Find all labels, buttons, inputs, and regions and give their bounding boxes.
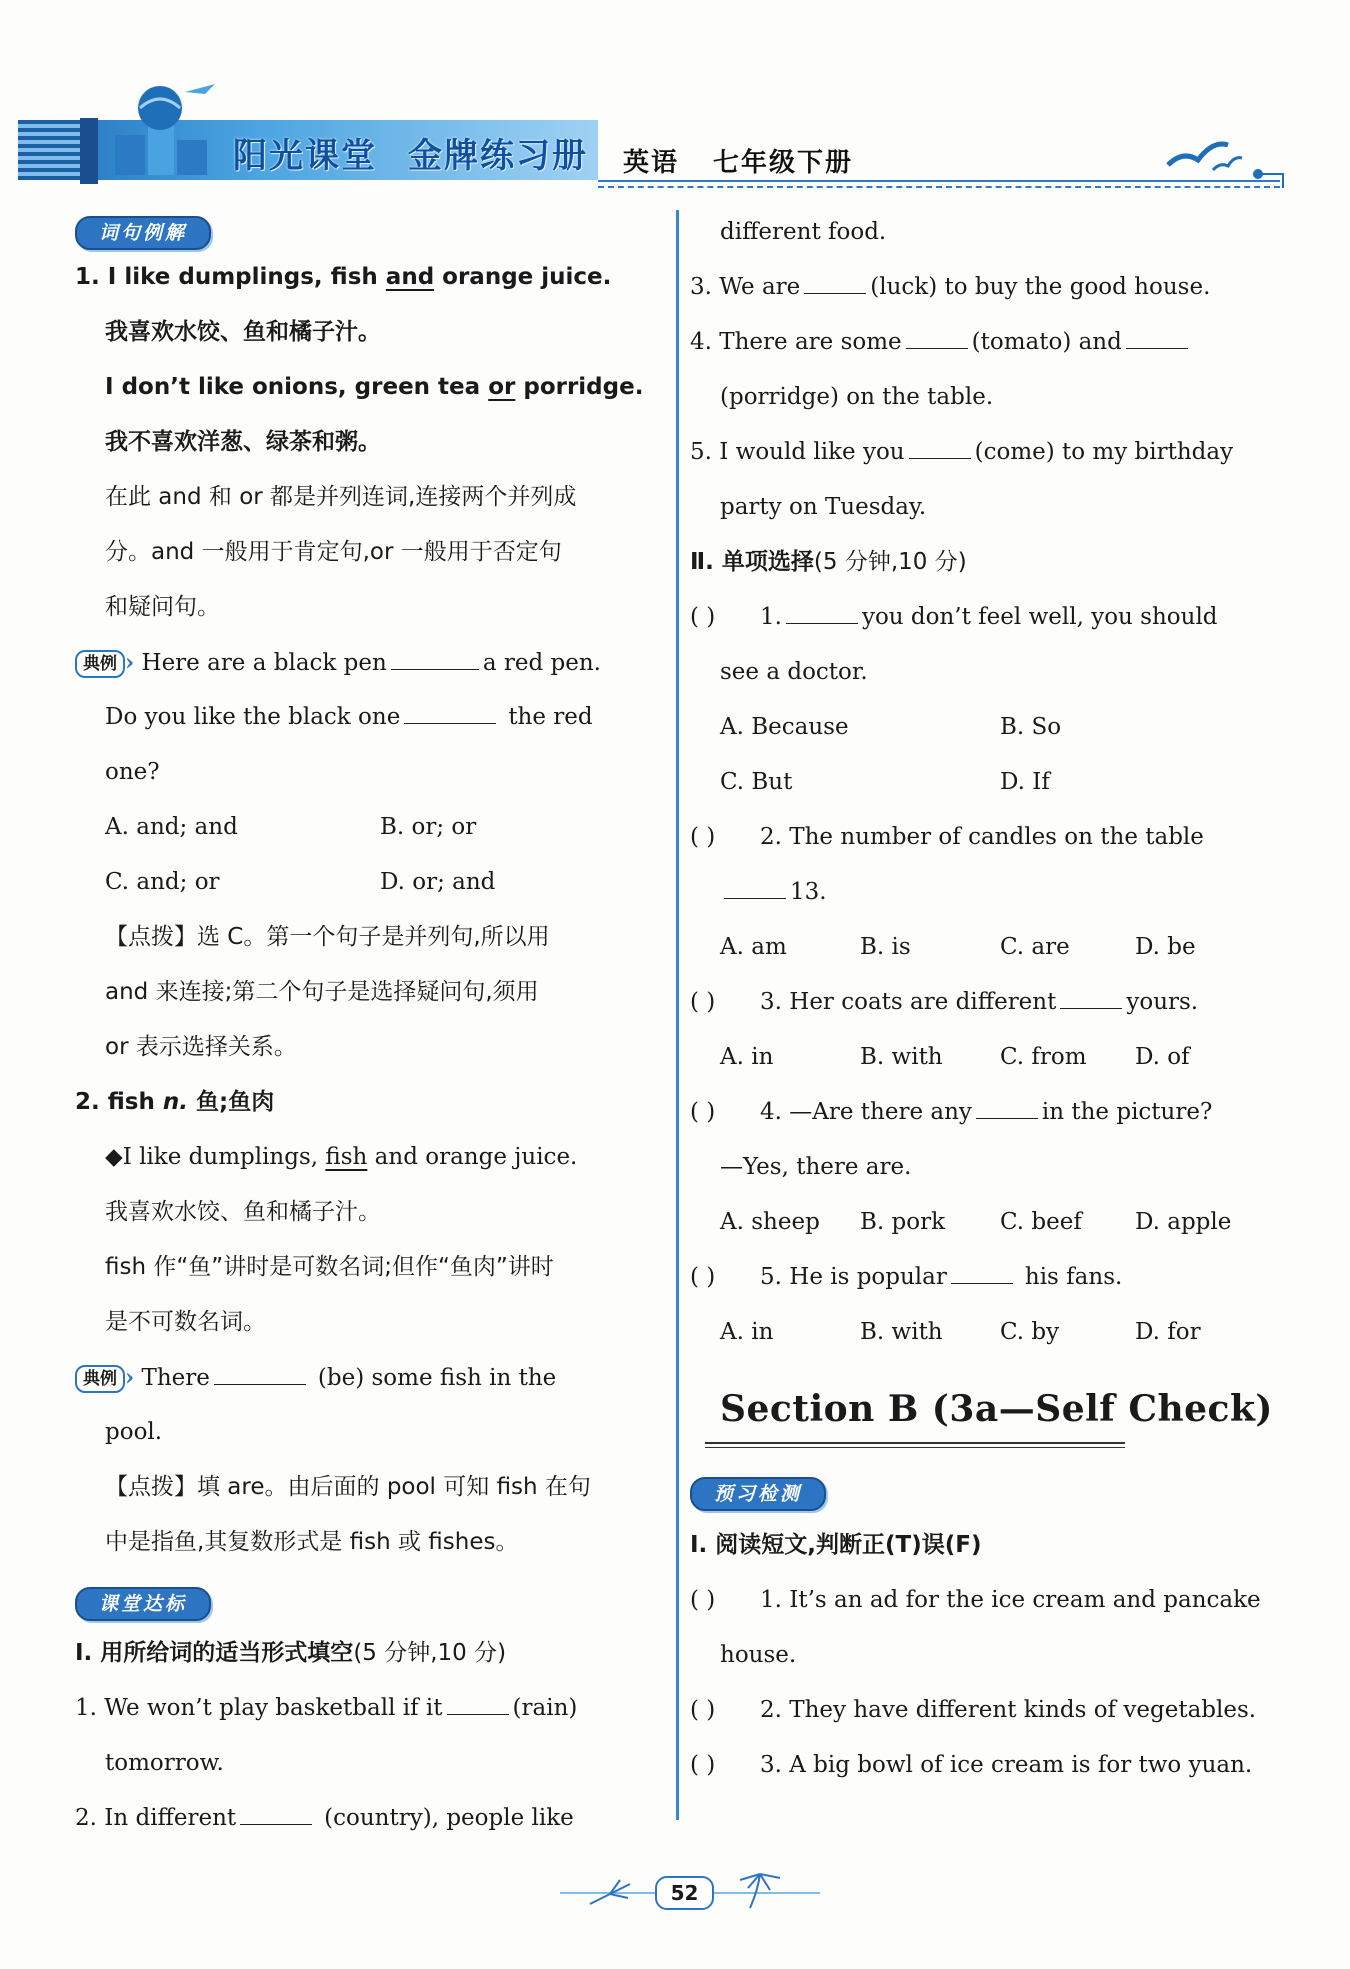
mc-q3: ( ) 3. Her coats are different yours. <box>690 975 1275 1030</box>
option-c[interactable]: C. But <box>720 769 793 795</box>
item2-example: ◆I like dumplings, fish and orange juice. <box>105 1144 578 1170</box>
part3-heading: Ⅰ. 阅读短文,判断正(T)误(F) <box>690 1532 982 1558</box>
option-a[interactable]: A. in <box>720 1319 774 1345</box>
palm-tree-icon <box>580 1874 640 1910</box>
option-a[interactable]: A. in <box>720 1044 774 1070</box>
item1-note-line1: 在此 and 和 or 都是并列连词,连接两个并列成 <box>105 484 577 510</box>
option-a[interactable]: A. sheep <box>720 1209 820 1235</box>
fill-q1-line2: tomorrow. <box>105 1750 224 1776</box>
option-c[interactable]: C. and; or <box>105 869 220 895</box>
option-a[interactable]: A. am <box>720 934 787 960</box>
example2-line2: pool. <box>105 1419 163 1445</box>
answer-paren[interactable]: ( ) <box>690 1752 716 1778</box>
option-c[interactable]: C. from <box>1000 1044 1087 1070</box>
tf-q3: ( ) 3. A big bowl of ice cream is for two yuan. <box>690 1738 1275 1793</box>
answer-paren[interactable]: ( ) <box>690 1099 716 1125</box>
mc-q1-line2: see a doctor. <box>720 659 868 685</box>
option-a[interactable]: A. and; and <box>105 814 238 840</box>
mc-q2-line2: 13. <box>690 865 1275 920</box>
item1-translation: 我喜欢水饺、鱼和橘子汁。 <box>105 319 381 345</box>
item1-example2: I don’t like onions, green tea or porridge. <box>105 374 644 400</box>
answer-paren[interactable]: ( ) <box>690 1587 716 1613</box>
palm-tree-icon <box>730 1870 800 1910</box>
item1-title: 1. I like dumplings, fish and orange juice. <box>75 264 612 290</box>
option-a[interactable]: A. Because <box>720 714 849 740</box>
example2-line1: 典例 › There (be) some fish in the <box>75 1350 665 1405</box>
option-b[interactable]: B. or; or <box>380 814 477 840</box>
answer-paren[interactable]: ( ) <box>690 1264 716 1290</box>
option-c[interactable]: C. by <box>1000 1319 1060 1345</box>
book-title-1: 阳光课堂 <box>233 136 377 176</box>
answer-blank[interactable] <box>404 701 496 724</box>
tip2-line1: 【点拨】填 are。由后面的 pool 可知 fish 在句 <box>105 1474 591 1500</box>
mc-q1-options-row1 <box>690 700 1275 755</box>
example-tag: 典例 <box>75 650 125 678</box>
fill-q2-line1: 2. In different (country), people like <box>75 1791 665 1846</box>
item2-translation: 我喜欢水饺、鱼和橘子汁。 <box>105 1199 381 1225</box>
tip1-line3: or 表示选择关系。 <box>105 1034 297 1060</box>
fill-q2-line2: different food. <box>720 219 887 245</box>
seagull-icon <box>1158 110 1288 190</box>
fill-q4-line1: 4. There are some (tomato) and <box>690 315 1275 370</box>
answer-paren[interactable]: ( ) <box>690 989 716 1015</box>
answer-blank[interactable] <box>1060 986 1122 1009</box>
mc-q4-line2: —Yes, there are. <box>720 1154 912 1180</box>
mc-q5-options <box>690 1305 1275 1360</box>
section-badge-preview: 预习检测 <box>690 1477 826 1511</box>
answer-blank[interactable] <box>906 326 968 349</box>
answer-paren[interactable]: ( ) <box>690 1697 716 1723</box>
tip1-line2: and 来连接;第二个句子是选择疑问句,须用 <box>105 979 539 1005</box>
mc-q4-options <box>690 1195 1275 1250</box>
example1-line2: Do you like the black one the red <box>75 690 665 745</box>
example1-line3: one? <box>105 759 160 785</box>
tip1-line1: 【点拨】选 C。第一个句子是并列句,所以用 <box>105 924 550 950</box>
page-number: 52 <box>655 1876 714 1910</box>
option-b[interactable]: B. with <box>860 1319 943 1345</box>
mc-q3-options <box>690 1030 1275 1085</box>
tf-q2: ( ) 2. They have different kinds of vegetables. <box>690 1683 1275 1738</box>
answer-blank[interactable] <box>909 436 971 459</box>
part1-heading: Ⅰ. 用所给词的适当形式填空(5 分钟,10 分) <box>75 1640 507 1666</box>
answer-blank[interactable] <box>724 876 786 899</box>
option-b[interactable]: B. So <box>1000 714 1062 740</box>
left-column <box>75 205 665 1846</box>
example1-options-row1 <box>75 800 665 855</box>
item2-note-line2: 是不可数名词。 <box>105 1309 266 1335</box>
answer-blank[interactable] <box>804 271 866 294</box>
page-footer <box>560 1870 820 1915</box>
option-d[interactable]: D. If <box>1000 769 1050 795</box>
fill-q4-line2: (porridge) on the table. <box>720 384 994 410</box>
answer-blank[interactable] <box>240 1802 312 1825</box>
subject-label: 英语 <box>623 148 680 178</box>
item1-note-line3: 和疑问句。 <box>105 594 220 620</box>
answer-blank[interactable] <box>786 601 858 624</box>
mc-q5: ( ) 5. He is popular his fans. <box>690 1250 1275 1305</box>
example1-options-row2 <box>75 855 665 910</box>
item1-translation2: 我不喜欢洋葱、绿茶和粥。 <box>105 429 381 455</box>
option-b[interactable]: B. pork <box>860 1209 946 1235</box>
mc-q2-line1: ( ) 2. The number of candles on the table <box>690 810 1275 865</box>
example-tag: 典例 <box>75 1365 125 1393</box>
book-title-2: 金牌练习册 <box>408 136 588 176</box>
mc-q2-options <box>690 920 1275 975</box>
option-b[interactable]: B. with <box>860 1044 943 1070</box>
right-column <box>690 205 1275 1793</box>
grade-label: 七年级下册 <box>713 148 854 178</box>
answer-blank[interactable] <box>1126 326 1188 349</box>
tf-q1-line2: house. <box>720 1642 797 1668</box>
section-badge-class: 课堂达标 <box>75 1587 211 1621</box>
tip2-line2: 中是指鱼,其复数形式是 fish 或 fishes。 <box>105 1529 519 1555</box>
column-divider <box>676 210 679 1820</box>
answer-blank[interactable] <box>976 1096 1038 1119</box>
mc-q1-options-row2 <box>690 755 1275 810</box>
answer-blank[interactable] <box>391 647 479 670</box>
option-c[interactable]: C. beef <box>1000 1209 1082 1235</box>
answer-blank[interactable] <box>214 1362 306 1385</box>
mc-q4-line1: ( ) 4. —Are there any in the picture? <box>690 1085 1275 1140</box>
answer-paren[interactable]: ( ) <box>690 824 716 850</box>
fill-q5-line2: party on Tuesday. <box>720 494 927 520</box>
answer-paren[interactable]: ( ) <box>690 604 716 630</box>
answer-blank[interactable] <box>447 1692 509 1715</box>
example1-line1: 典例 › Here are a black pen a red pen. <box>75 635 665 690</box>
option-d[interactable]: D. for <box>1135 1319 1201 1345</box>
header-marker <box>80 118 98 184</box>
option-d[interactable]: D. apple <box>1135 1209 1232 1235</box>
answer-blank[interactable] <box>951 1261 1013 1284</box>
globe-logo-icon <box>110 80 220 180</box>
mc-q1-line1: ( ) 1. you don’t feel well, you should <box>690 590 1275 645</box>
item1-note-line2: 分。and 一般用于肯定句,or 一般用于否定句 <box>105 539 562 565</box>
section-b-title: Section B (3a—Self Check) <box>690 1372 1275 1462</box>
part2-heading: Ⅱ. 单项选择(5 分钟,10 分) <box>690 549 967 575</box>
option-b[interactable]: B. is <box>860 934 911 960</box>
fill-q3: 3. We are (luck) to buy the good house. <box>690 260 1275 315</box>
option-d[interactable]: D. be <box>1135 934 1196 960</box>
option-d[interactable]: D. or; and <box>380 869 496 895</box>
fill-q5-line1: 5. I would like you (come) to my birthday <box>690 425 1275 480</box>
page-header <box>18 60 1280 190</box>
option-c[interactable]: C. are <box>1000 934 1070 960</box>
tf-q1-line1: ( ) 1. It’s an ad for the ice cream and pancake <box>690 1573 1275 1628</box>
item2-title: 2. fish n. 鱼;鱼肉 <box>75 1089 275 1115</box>
fill-q1-line1: 1. We won’t play basketball if it (rain) <box>75 1681 665 1736</box>
item2-note-line1: fish 作“鱼”讲时是可数名词;但作“鱼肉”讲时 <box>105 1254 554 1280</box>
option-d[interactable]: D. of <box>1135 1044 1190 1070</box>
section-badge-vocab: 词句例解 <box>75 216 211 250</box>
